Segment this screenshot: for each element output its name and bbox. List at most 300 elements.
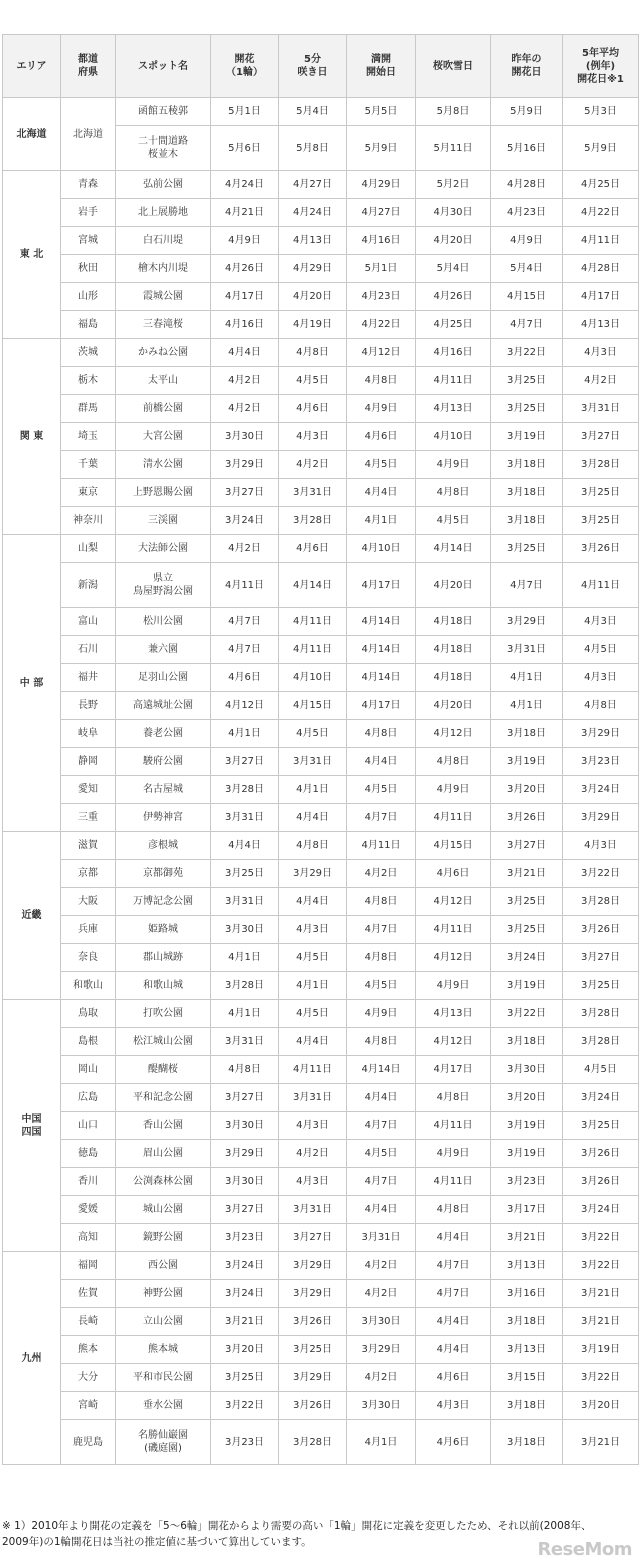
spot-cell: 名古屋城	[116, 776, 211, 804]
date-cell: 3月22日	[491, 1000, 563, 1028]
prefecture-cell: 和歌山	[61, 972, 116, 1000]
date-cell: 3月28日	[563, 451, 639, 479]
header-text: 5年平均	[582, 47, 619, 59]
date-cell: 3月27日	[491, 832, 563, 860]
date-cell: 4月4日	[416, 1224, 491, 1252]
date-cell: 4月9日	[416, 451, 491, 479]
spot-cell: 松川公園	[116, 608, 211, 636]
date-cell: 4月1日	[347, 1420, 416, 1465]
prefecture-cell: 鹿児島	[61, 1420, 116, 1465]
spot-cell: 熊本城	[116, 1336, 211, 1364]
date-cell: 4月26日	[211, 255, 279, 283]
date-cell: 4月4日	[211, 339, 279, 367]
header-row	[3, 35, 639, 98]
table-row	[3, 1196, 639, 1224]
table-row	[3, 423, 639, 451]
table-row	[3, 227, 639, 255]
date-cell: 4月12日	[347, 339, 416, 367]
date-cell: 3月24日	[563, 1084, 639, 1112]
date-cell: 3月18日	[491, 1392, 563, 1420]
date-cell: 4月5日	[563, 636, 639, 664]
date-cell: 4月1日	[347, 507, 416, 535]
table-row	[3, 1224, 639, 1252]
date-cell: 4月20日	[416, 227, 491, 255]
date-cell: 4月1日	[279, 972, 347, 1000]
date-cell: 3月22日	[563, 1252, 639, 1280]
prefecture-cell: 埼玉	[61, 423, 116, 451]
date-cell: 4月9日	[416, 972, 491, 1000]
date-cell: 3月22日	[563, 1364, 639, 1392]
prefecture-cell: 岐阜	[61, 720, 116, 748]
date-cell: 4月22日	[347, 311, 416, 339]
date-cell: 4月11日	[416, 367, 491, 395]
date-cell: 3月30日	[347, 1308, 416, 1336]
table-body	[3, 98, 639, 1465]
cell-text-line: 四国	[21, 1126, 42, 1138]
prefecture-cell: 石川	[61, 636, 116, 664]
spot-cell: 清水公園	[116, 451, 211, 479]
table-row	[3, 367, 639, 395]
date-cell: 3月31日	[279, 1196, 347, 1224]
date-cell: 4月5日	[279, 367, 347, 395]
date-cell: 3月18日	[491, 451, 563, 479]
header-text: 都道	[78, 54, 98, 65]
header-text: 開始日	[366, 67, 396, 78]
date-cell: 3月26日	[279, 1392, 347, 1420]
date-cell: 4月4日	[279, 1028, 347, 1056]
spot-cell: 京都御苑	[116, 860, 211, 888]
date-cell: 3月25日	[563, 507, 639, 535]
date-cell: 4月7日	[416, 1252, 491, 1280]
spot-cell: 兼六園	[116, 636, 211, 664]
table-row	[3, 98, 639, 126]
table-row	[3, 563, 639, 608]
spot-cell: 彦根城	[116, 832, 211, 860]
date-cell: 3月29日	[563, 720, 639, 748]
area-cell: 東 北	[3, 171, 61, 339]
date-cell: 4月10日	[279, 664, 347, 692]
table-row	[3, 1420, 639, 1465]
table-row	[3, 311, 639, 339]
prefecture-cell: 愛知	[61, 776, 116, 804]
date-cell: 4月14日	[347, 1056, 416, 1084]
date-cell: 4月11日	[563, 227, 639, 255]
date-cell: 3月20日	[211, 1336, 279, 1364]
date-cell: 4月6日	[416, 860, 491, 888]
spot-cell: 太平山	[116, 367, 211, 395]
date-cell: 3月21日	[211, 1308, 279, 1336]
date-cell: 3月25日	[563, 479, 639, 507]
date-cell: 4月8日	[279, 339, 347, 367]
table-row	[3, 1252, 639, 1280]
spot-cell: 垂水公園	[116, 1392, 211, 1420]
date-cell: 4月11日	[279, 636, 347, 664]
spot-cell: 醍醐桜	[116, 1056, 211, 1084]
date-cell: 4月2日	[279, 451, 347, 479]
prefecture-cell: 岩手	[61, 199, 116, 227]
date-cell: 4月2日	[279, 1140, 347, 1168]
date-cell: 4月7日	[347, 1112, 416, 1140]
prefecture-cell: 山口	[61, 1112, 116, 1140]
date-cell: 4月17日	[563, 283, 639, 311]
date-cell: 3月25日	[279, 1336, 347, 1364]
date-cell: 3月29日	[347, 1336, 416, 1364]
header-text: 開花日※1	[577, 73, 624, 85]
prefecture-cell: 北海道	[61, 98, 116, 171]
date-cell: 4月18日	[416, 608, 491, 636]
date-cell: 4月27日	[347, 199, 416, 227]
date-cell: 4月20日	[279, 283, 347, 311]
spot-cell: 北上展勝地	[116, 199, 211, 227]
date-cell: 3月27日	[211, 1196, 279, 1224]
table-row	[3, 1000, 639, 1028]
date-cell: 4月1日	[279, 776, 347, 804]
date-cell: 3月28日	[563, 1028, 639, 1056]
date-cell: 4月1日	[211, 1000, 279, 1028]
date-cell: 3月30日	[347, 1392, 416, 1420]
date-cell: 3月19日	[491, 1140, 563, 1168]
date-cell: 4月11日	[416, 1168, 491, 1196]
date-cell: 4月10日	[347, 535, 416, 563]
date-cell: 4月14日	[347, 636, 416, 664]
date-cell: 3月27日	[211, 1084, 279, 1112]
header-cell	[347, 35, 416, 98]
spot-cell: 足羽山公園	[116, 664, 211, 692]
date-cell: 4月28日	[563, 255, 639, 283]
prefecture-cell: 東京	[61, 479, 116, 507]
header-cell	[116, 35, 211, 98]
date-cell: 4月3日	[563, 608, 639, 636]
date-cell: 4月24日	[211, 171, 279, 199]
date-cell: 4月26日	[416, 283, 491, 311]
date-cell: 3月28日	[563, 1000, 639, 1028]
date-cell: 4月7日	[347, 1168, 416, 1196]
date-cell: 4月7日	[491, 563, 563, 608]
footnote: ※ 1）2010年より開花の定義を「5～6輪」開花からより需要の高い「1輪」開花に定義を変更したため、それ以前(2008年、2009年)の1輪開花日は当社の推定値に基づいて算出しています。	[2, 1520, 592, 1548]
date-cell: 5月4日	[491, 255, 563, 283]
prefecture-cell: 福岡	[61, 1252, 116, 1280]
table-row	[3, 1056, 639, 1084]
date-cell: 4月13日	[416, 1000, 491, 1028]
prefecture-cell: 鳥取	[61, 1000, 116, 1028]
date-cell: 3月18日	[491, 1308, 563, 1336]
prefecture-cell: 静岡	[61, 748, 116, 776]
table-row	[3, 776, 639, 804]
date-cell: 4月3日	[563, 339, 639, 367]
table-row	[3, 1392, 639, 1420]
header-text: 5分	[304, 54, 321, 65]
date-cell: 3月20日	[563, 1392, 639, 1420]
prefecture-cell: 栃木	[61, 367, 116, 395]
date-cell: 3月25日	[563, 1112, 639, 1140]
date-cell: 3月24日	[563, 776, 639, 804]
date-cell: 3月27日	[211, 479, 279, 507]
date-cell: 3月21日	[563, 1308, 639, 1336]
date-cell: 3月18日	[491, 1028, 563, 1056]
area-cell	[3, 1000, 61, 1252]
date-cell: 5月8日	[279, 126, 347, 171]
header-cell	[416, 35, 491, 98]
date-cell: 3月26日	[279, 1308, 347, 1336]
date-cell: 4月3日	[416, 1392, 491, 1420]
area-cell: 北海道	[3, 98, 61, 171]
cell-text-line: 桜並木	[148, 149, 178, 160]
date-cell: 4月29日	[279, 255, 347, 283]
date-cell: 4月8日	[347, 944, 416, 972]
date-cell: 3月31日	[491, 636, 563, 664]
date-cell: 4月2日	[211, 367, 279, 395]
table-row	[3, 1308, 639, 1336]
date-cell: 4月13日	[279, 227, 347, 255]
date-cell: 4月16日	[347, 227, 416, 255]
date-cell: 4月3日	[279, 423, 347, 451]
prefecture-cell: 愛媛	[61, 1196, 116, 1224]
date-cell: 4月4日	[347, 1196, 416, 1224]
date-cell: 3月25日	[491, 367, 563, 395]
sakura-forecast-table	[2, 34, 639, 1465]
date-cell: 3月22日	[563, 1224, 639, 1252]
table-row	[3, 199, 639, 227]
date-cell: 4月20日	[416, 563, 491, 608]
date-cell: 5月4日	[279, 98, 347, 126]
date-cell: 4月10日	[416, 423, 491, 451]
date-cell: 4月9日	[347, 395, 416, 423]
header-text: スポット名	[138, 60, 188, 72]
cell-text-line: (磯庭園)	[144, 1443, 182, 1454]
table-row	[3, 944, 639, 972]
date-cell: 3月31日	[279, 479, 347, 507]
table-row	[3, 507, 639, 535]
date-cell: 4月2日	[347, 1364, 416, 1392]
date-cell: 4月14日	[416, 535, 491, 563]
date-cell: 4月6日	[279, 395, 347, 423]
spot-cell: 城山公園	[116, 1196, 211, 1224]
date-cell: 4月4日	[279, 888, 347, 916]
spot-cell: 三春滝桜	[116, 311, 211, 339]
prefecture-cell: 香川	[61, 1168, 116, 1196]
date-cell: 3月13日	[491, 1336, 563, 1364]
date-cell: 4月27日	[279, 171, 347, 199]
date-cell: 4月5日	[347, 972, 416, 1000]
date-cell: 4月17日	[211, 283, 279, 311]
date-cell: 3月28日	[279, 507, 347, 535]
prefecture-cell: 山梨	[61, 535, 116, 563]
date-cell: 3月25日	[491, 916, 563, 944]
date-cell: 4月15日	[279, 692, 347, 720]
spot-cell	[116, 126, 211, 171]
table-row	[3, 664, 639, 692]
spot-cell: 郡山城跡	[116, 944, 211, 972]
table-header	[3, 35, 639, 98]
area-cell: 近畿	[3, 832, 61, 1000]
date-cell: 3月21日	[563, 1280, 639, 1308]
date-cell: 4月18日	[416, 664, 491, 692]
header-cell	[211, 35, 279, 98]
date-cell: 4月9日	[416, 1140, 491, 1168]
prefecture-cell: 高知	[61, 1224, 116, 1252]
date-cell: 3月21日	[491, 860, 563, 888]
date-cell: 3月21日	[563, 1420, 639, 1465]
date-cell: 3月27日	[211, 748, 279, 776]
date-cell: 5月6日	[211, 126, 279, 171]
prefecture-cell: 宮城	[61, 227, 116, 255]
table-row	[3, 888, 639, 916]
date-cell: 4月6日	[416, 1420, 491, 1465]
date-cell: 4月7日	[211, 608, 279, 636]
spot-cell: 和歌山城	[116, 972, 211, 1000]
date-cell: 4月5日	[347, 1140, 416, 1168]
date-cell: 3月20日	[491, 1084, 563, 1112]
date-cell: 4月20日	[416, 692, 491, 720]
date-cell: 3月18日	[491, 720, 563, 748]
spot-cell: 白石川堤	[116, 227, 211, 255]
date-cell: 4月12日	[416, 944, 491, 972]
table-row	[3, 1140, 639, 1168]
table-row	[3, 1112, 639, 1140]
date-cell: 4月23日	[347, 283, 416, 311]
date-cell: 4月4日	[347, 479, 416, 507]
header-text: エリア	[16, 60, 47, 72]
spot-cell: 伊勢神宮	[116, 804, 211, 832]
cell-text-line: 県立	[153, 573, 173, 584]
date-cell: 4月5日	[416, 507, 491, 535]
prefecture-cell: 長崎	[61, 1308, 116, 1336]
date-cell: 3月23日	[211, 1420, 279, 1465]
prefecture-cell: 奈良	[61, 944, 116, 972]
date-cell: 4月8日	[416, 479, 491, 507]
date-cell: 3月25日	[491, 535, 563, 563]
date-cell: 3月30日	[491, 1056, 563, 1084]
date-cell: 3月31日	[211, 804, 279, 832]
cell-text-line: 中国	[21, 1113, 42, 1125]
date-cell: 4月23日	[491, 199, 563, 227]
date-cell: 4月4日	[416, 1336, 491, 1364]
date-cell: 3月13日	[491, 1252, 563, 1280]
table-row	[3, 535, 639, 563]
date-cell: 3月31日	[211, 1028, 279, 1056]
date-cell: 3月27日	[563, 944, 639, 972]
prefecture-cell: 千葉	[61, 451, 116, 479]
date-cell: 4月15日	[416, 832, 491, 860]
date-cell: 3月30日	[211, 916, 279, 944]
table-row	[3, 804, 639, 832]
prefecture-cell: 群馬	[61, 395, 116, 423]
date-cell: 3月29日	[211, 1140, 279, 1168]
date-cell: 3月29日	[279, 1252, 347, 1280]
date-cell: 3月31日	[347, 1224, 416, 1252]
header-text: 咲き日	[297, 67, 328, 78]
date-cell: 3月29日	[563, 804, 639, 832]
date-cell: 4月5日	[279, 720, 347, 748]
spot-cell	[116, 1420, 211, 1465]
date-cell: 4月12日	[416, 1028, 491, 1056]
date-cell: 5月8日	[416, 98, 491, 126]
date-cell: 4月8日	[563, 692, 639, 720]
spot-cell: 西公園	[116, 1252, 211, 1280]
table-row	[3, 720, 639, 748]
prefecture-cell: 青森	[61, 171, 116, 199]
prefecture-cell: 秋田	[61, 255, 116, 283]
date-cell: 4月30日	[416, 199, 491, 227]
date-cell: 5月4日	[416, 255, 491, 283]
date-cell: 3月19日	[563, 1336, 639, 1364]
prefecture-cell: 京都	[61, 860, 116, 888]
date-cell: 4月5日	[279, 1000, 347, 1028]
header-cell	[279, 35, 347, 98]
prefecture-cell: 熊本	[61, 1336, 116, 1364]
spot-cell: 公渕森林公園	[116, 1168, 211, 1196]
spot-cell: 大法師公園	[116, 535, 211, 563]
table-row	[3, 832, 639, 860]
prefecture-cell: 岡山	[61, 1056, 116, 1084]
prefecture-cell: 大分	[61, 1364, 116, 1392]
date-cell: 4月4日	[416, 1308, 491, 1336]
date-cell: 4月8日	[416, 1196, 491, 1224]
date-cell: 3月26日	[563, 1140, 639, 1168]
spot-cell: 鏡野公園	[116, 1224, 211, 1252]
cell-text-line: 名勝仙巌園	[138, 1430, 188, 1441]
date-cell: 4月21日	[211, 199, 279, 227]
date-cell: 3月25日	[211, 860, 279, 888]
date-cell: 3月28日	[279, 1420, 347, 1465]
spot-cell: かみね公園	[116, 339, 211, 367]
date-cell: 4月3日	[279, 1168, 347, 1196]
date-cell: 4月14日	[279, 563, 347, 608]
date-cell: 3月28日	[211, 776, 279, 804]
date-cell: 4月11日	[563, 563, 639, 608]
date-cell: 4月11日	[416, 804, 491, 832]
date-cell: 4月9日	[416, 776, 491, 804]
date-cell: 4月25日	[563, 171, 639, 199]
date-cell: 4月11日	[347, 832, 416, 860]
date-cell: 4月25日	[416, 311, 491, 339]
date-cell: 4月29日	[347, 171, 416, 199]
date-cell: 4月14日	[347, 608, 416, 636]
date-cell: 5月16日	[491, 126, 563, 171]
table-row	[3, 916, 639, 944]
date-cell: 3月22日	[491, 339, 563, 367]
area-cell: 関 東	[3, 339, 61, 535]
date-cell: 4月11日	[211, 563, 279, 608]
table-row	[3, 171, 639, 199]
date-cell: 4月7日	[347, 804, 416, 832]
spot-cell: 高遠城址公園	[116, 692, 211, 720]
date-cell: 4月4日	[347, 748, 416, 776]
prefecture-cell: 福井	[61, 664, 116, 692]
date-cell: 4月3日	[563, 832, 639, 860]
date-cell: 4月24日	[279, 199, 347, 227]
date-cell: 4月1日	[491, 692, 563, 720]
date-cell: 3月16日	[491, 1280, 563, 1308]
spot-cell: 神野公園	[116, 1280, 211, 1308]
prefecture-cell: 福島	[61, 311, 116, 339]
date-cell: 5月9日	[491, 98, 563, 126]
date-cell: 3月19日	[491, 1112, 563, 1140]
resemom-logo: ReseMom	[537, 1539, 632, 1560]
date-cell: 3月23日	[563, 748, 639, 776]
date-cell: 4月2日	[211, 395, 279, 423]
date-cell: 4月8日	[347, 1028, 416, 1056]
header-cell	[563, 35, 639, 98]
date-cell: 5月11日	[416, 126, 491, 171]
date-cell: 4月7日	[211, 636, 279, 664]
header-text: 府県	[78, 67, 98, 78]
date-cell: 4月28日	[491, 171, 563, 199]
date-cell: 4月12日	[211, 692, 279, 720]
spot-cell: 平和市民公園	[116, 1364, 211, 1392]
spot-cell: 香山公園	[116, 1112, 211, 1140]
header-cell	[491, 35, 563, 98]
